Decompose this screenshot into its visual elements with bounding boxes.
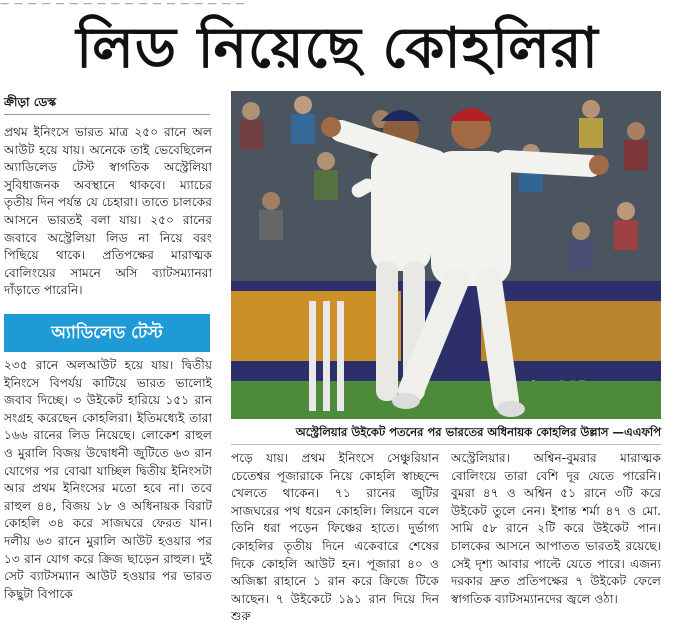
cricket-celebration-illustration: [231, 91, 661, 419]
body-paragraph: প্রথম ইনিংসে ভারত মাত্র ২৫০ রানে অল আউট হয়ে যায়। অনেকে তাই ভেবেছিলেন অ্যাডিলেড টেস্ট স্বাগতিক অস্ট্রেলিয়া সুবিধাজনক অবস্থানে থাকবে। ম্যাচের তৃতীয় দিন পর্যন্ত যে চেহারা। তাতে চালকের আসনে ভারতই বলা যায়। ২৫০ রানের জবাবে অস্ট্রেলিয়া লিড না নিয়ে বরং পিছিয়ে থাকে। প্রতিপক্ষের মারাত্মক বোলিংয়ের সামনে অসি ব্যাটসম্যানরা দাঁড়াতে পারেনি।: [4, 125, 212, 298]
body-paragraph: পড়ে যায়। প্রথম ইনিংসে সেঞ্চুরিয়ান চেতেশ্বর পূজারাকে নিয়ে কোহলি স্বাচ্ছন্দে খেলতে থাকেন। ৭১ রানের জুটির সাজঘরের পথ ধরেন কোহলি। লিয়নে বলে তিনি ধরা পড়েন ফিঞ্চের হাতে। দুর্ভাগ্য কোহলির তৃতীয় দিনে একেবারে শেষের দিকে কোহলি আউট হন। পূজারা ৪০ ও অজিঙ্কা রাহানে ১ রান করে ক্রিজে টিকে আছেন। ৭ উইকেটে ১৯১ রান দিয়ে দিন শুরু: [231, 451, 439, 624]
article-column-3: [451, 450, 661, 640]
article-column-2: [231, 450, 439, 640]
article-column-1-top: [4, 124, 212, 312]
cricket-field-grass: [231, 381, 661, 419]
body-paragraph: অস্ট্রেলিয়ার। অশ্বিন-বুমরার মারাত্মক বোলিংয়ে তারা বেশি দূর যেতে পারেনি। বুমরা ৪৭ ও অশ্বিন ৫১ রানে ৩টি করে উইকেট তুলে নেন। ইশান্ত শর্মা ৪৭ ও মো. সামি ৫৮ রানে ২টি করে উইকেট পান। চালকের আসনে আপাতত ভারতই রয়েছে। সেই দৃশ্য আবার পাল্টে যেতে পারে। এজন্য দরকার দ্রুত প্রতিপক্ষের ৭ উইকেট ফেলে স্বাগতিক ব্যাটসম্যানদের জ্বলে ওঠা।: [451, 451, 661, 606]
section-subhead: অ্যাডিলেড টেস্ট: [4, 314, 210, 352]
byline: ক্রীড়া ডেস্ক: [4, 95, 57, 109]
page-headline: লিড নিয়েছে কোহলিরা: [76, 16, 599, 81]
photo-caption: অস্ট্রেলিয়ার উইকেট পতনের পর ভারতের অধিনায়ক কোহলির উল্লাস —এএফপি: [295, 425, 661, 439]
top-strip: — — — — — — — — — — — — — — — — — —: [0, 0, 246, 9]
news-photo: [231, 91, 661, 419]
body-paragraph: ২৩৫ রানে অলআউট হয়ে যায়। দ্বিতীয় ইনিংসে বিপর্যয় কাটিয়ে ভারত ভালোই জবাব দিচ্ছে। ৩ উইকেট হারিয়ে ১৫১ রান সংগ্রহ করেছেন কোহলিরা। ইতিমধ্যেই তারা ১৬৬ রানের লিড নিয়েছে। লোকেশ রাহুল ও মুরালি বিজয় উদ্বোধনী জুটিতে ৬৩ রান যোগের পর বোঝা যাচ্ছিল দ্বিতীয় ইনিংসটা আর প্রথম ইনিংসের মতো হবে না। তবে রাহুল ৪৪, বিজয় ১৮ ও অধিনায়ক বিরাট কোহলি ৩৪ করে সাজঘরে ফেরত যান। দলীয় ৬৩ রানে মুরালি আউট হওয়ার পর ১৩ রান যোগ করে ক্রিজ ছাড়েন রাহুল। দুই সেট ব্যাটসম্যান আউট হওয়ার পর ভারত কিছুটা বিপাকে: [4, 358, 212, 601]
byline-divider: [4, 114, 210, 115]
stumps: [309, 301, 344, 411]
article-column-1-bottom: [4, 357, 212, 639]
caption-divider: [231, 444, 661, 445]
